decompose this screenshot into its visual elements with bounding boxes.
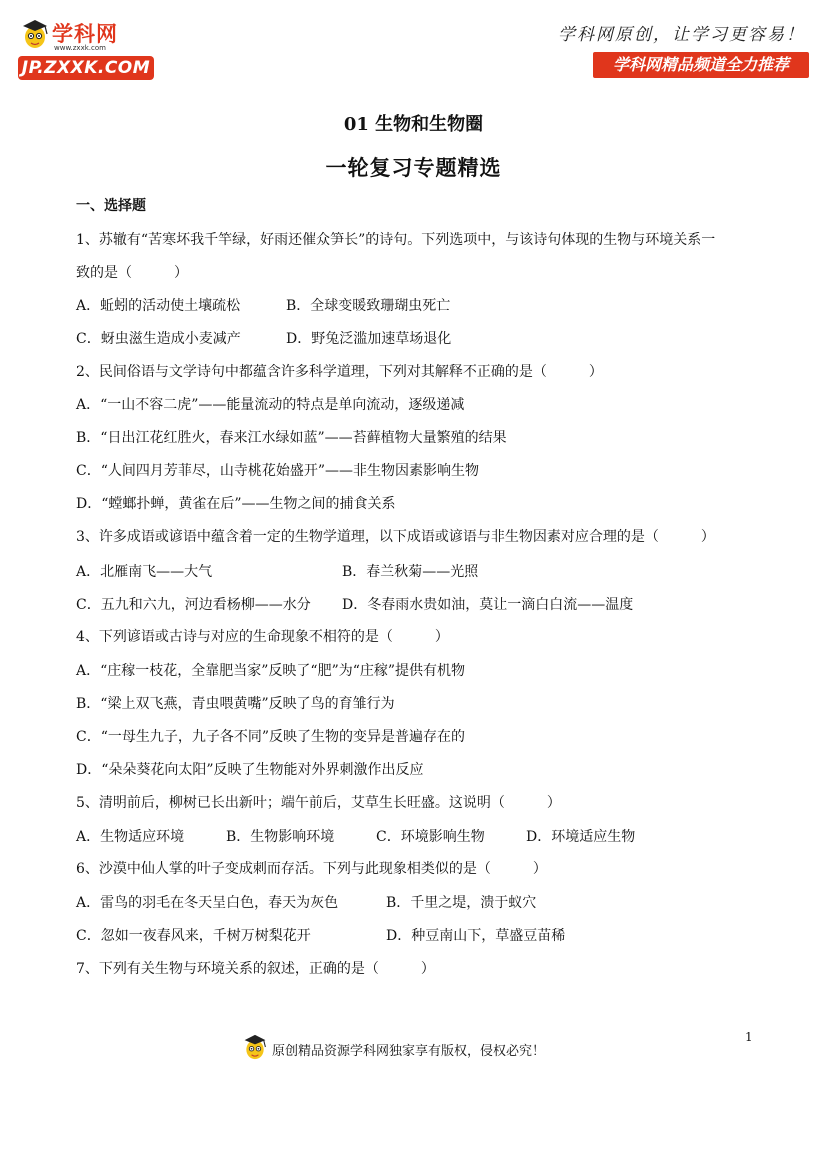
header-right xyxy=(558,14,809,80)
slogan: 学科网原创，让学习更容易！ xyxy=(558,25,805,45)
section-heading: 一、选择题 xyxy=(76,198,146,214)
q4-option-c: C．“一母生九子，九子各不同”反映了生物的变异是普遍存在的 xyxy=(76,729,466,745)
q1-option-c: C．蚜虫滋生造成小麦减产 xyxy=(76,331,241,347)
q1-option-b: B．全球变暖致珊瑚虫死亡 xyxy=(286,298,451,314)
page-footer xyxy=(0,1030,827,1066)
mascot-icon xyxy=(20,18,50,50)
q3-option-a: A．北雁南飞——大气 xyxy=(76,564,213,580)
logo-domain[interactable]: JP.ZXXK.COM xyxy=(18,56,154,80)
q3-option-d: D．冬春雨水贵如油，莫让一滴白白流——温度 xyxy=(342,597,634,613)
page-subtitle: 一轮复习专题精选 xyxy=(325,155,502,180)
q5-option-d: D．环境适应生物 xyxy=(526,829,636,845)
q1-stem-line2: 致的是（ ） xyxy=(76,265,188,281)
q2-stem: 2、民间俗语与文学诗句中都蕴含许多科学道理，下列对其解释不正确的是（ ） xyxy=(76,364,603,380)
q3-option-b: B．春兰秋菊——光照 xyxy=(342,564,479,580)
q3-stem: 3、许多成语或谚语中蕴含着一定的生物学道理，以下成语或谚语与非生物因素对应合理的是（ ） xyxy=(76,529,715,545)
q1-option-a: A．蚯蚓的活动使土壤疏松 xyxy=(76,298,241,314)
q6-option-d: D．种豆南山下，草盛豆苗稀 xyxy=(386,928,566,944)
q4-option-a: A．“庄稼一枝花，全靠肥当家”反映了“肥”为“庄稼”提供有机物 xyxy=(76,663,466,679)
q4-option-b: B．“梁上双飞燕，青虫喂黄嘴”反映了鸟的育雏行为 xyxy=(76,696,395,712)
q2-option-a: A．“一山不容二虎”——能量流动的特点是单向流动，逐级递减 xyxy=(76,397,465,413)
q1-option-d: D．野兔泛滥加速草场退化 xyxy=(286,331,452,347)
recommend-badge: 学科网精品频道全力推荐 xyxy=(593,52,809,78)
site-logo[interactable] xyxy=(18,14,158,80)
footer-copyright: 原创精品资源学科网独家享有版权，侵权必究！ xyxy=(272,1044,546,1059)
q2-option-c: C．“人间四月芳菲尽，山寺桃花始盛开”——非生物因素影响生物 xyxy=(76,463,480,479)
q2-option-d: D．“螳螂扑蝉，黄雀在后”——生物之间的捕食关系 xyxy=(76,496,396,512)
q5-option-b: B．生物影响环境 xyxy=(226,829,335,845)
q4-stem: 4、下列谚语或古诗与对应的生命现象不相符的是（ ） xyxy=(76,629,449,645)
q5-stem: 5、清明前后，柳树已长出新叶；端午前后，艾草生长旺盛。这说明（ ） xyxy=(76,795,561,811)
q2-option-b: B．“日出江花红胜火，春来江水绿如蓝”——苔藓植物大量繁殖的结果 xyxy=(76,430,507,446)
q5-option-c: C．环境影响生物 xyxy=(376,829,485,845)
q4-option-d: D．“朵朵葵花向太阳”反映了生物能对外界刺激作出反应 xyxy=(76,762,424,778)
logo-text: 学科网 xyxy=(52,22,118,46)
q6-option-a: A．雷鸟的羽毛在冬天呈白色，春天为灰色 xyxy=(76,895,339,911)
q5-option-a: A．生物适应环境 xyxy=(76,829,185,845)
logo-url: www.zxxk.com xyxy=(54,44,106,52)
q6-option-b: B．千里之堤，溃于蚁穴 xyxy=(386,895,537,911)
q6-stem: 6、沙漠中仙人掌的叶子变成刺而存活。下列与此现象相类似的是（ ） xyxy=(76,861,547,877)
q6-option-c: C．忽如一夜春风来，千树万树梨花开 xyxy=(76,928,311,944)
q3-option-c: C．五九和六九，河边看杨柳——水分 xyxy=(76,597,311,613)
mascot-icon xyxy=(242,1032,268,1062)
page-title: 01 生物和生物圈 xyxy=(343,114,484,135)
q7-stem: 7、下列有关生物与环境关系的叙述，正确的是（ ） xyxy=(76,961,435,977)
page-number: 1 xyxy=(745,1030,753,1044)
q1-stem-line1: 1、苏辙有“苦寒坏我千竿绿，好雨还催众笋长”的诗句。下列选项中，与该诗句体现的生物与环境关系一 xyxy=(76,232,716,248)
